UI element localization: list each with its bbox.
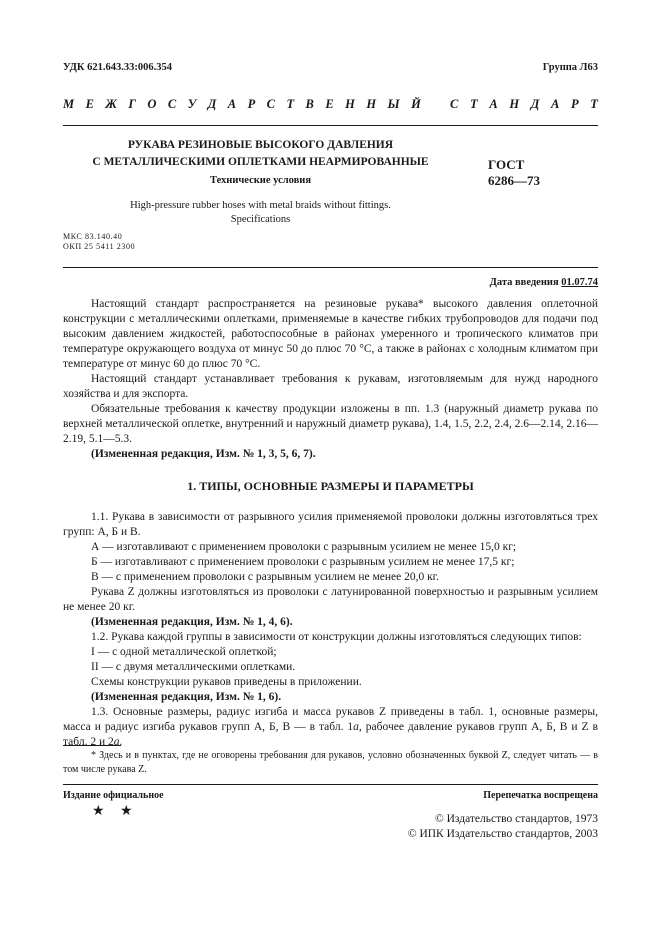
type-1-item: I — с одной металлической оплеткой; — [91, 646, 277, 658]
reprint-prohibited-label: Перепечатка воспрещена — [483, 790, 598, 801]
copyright-line-2: © ИПК Издательство стандартов, 2003 — [407, 828, 598, 840]
group-c-item: В — с применением проволоки с разрывным усилием не менее 20,0 кг. — [91, 571, 439, 583]
title-block-rule — [63, 267, 598, 268]
footnote-text: * Здесь и в пунктах, где не оговорены требования для рукавов, условно обозначенных буквой Z, следует читать — в том числе рукава Z. — [63, 750, 598, 775]
document-subtitle: Технические условия — [209, 175, 312, 186]
clause-1-3 — [63, 705, 598, 750]
english-title — [63, 199, 458, 227]
amendment-note: (Измененная редакция, Изм. № 1, 4, 6). — [91, 616, 293, 628]
clause-1-1: 1.1. Рукава в зависимости от разрывного усилия применяемой проволоки должны изготовляться трех групп: А, Б и В. — [63, 511, 598, 538]
interstate-standard-heading — [63, 97, 598, 112]
table-suffix: а — [353, 721, 359, 733]
title-line-1: РУКАВА РЕЗИНОВЫЕ ВЫСОКОГО ДАВЛЕНИЯ — [127, 139, 394, 151]
document-body — [63, 297, 598, 750]
footnote-rule — [63, 745, 121, 746]
introduction-date-label: Дата введения — [489, 277, 559, 288]
introduction-date — [490, 277, 598, 288]
title-line-2: С МЕТАЛЛИЧЕСКИМИ ОПЛЕТКАМИ НЕАРМИРОВАННЫЕ — [92, 156, 429, 168]
schemes-paragraph: Схемы конструкции рукавов приведены в приложении. — [91, 676, 362, 688]
introduction-date-value: 01.07.74 — [561, 277, 598, 288]
paragraph-mandatory: Обязательные требования к качеству продукции изложены в пп. 1.3 (наружный диаметр рукава по верхней металлической оплетке, внутренний и наружный диаметр рукава), 1.4, 1.5, 2.2, 2.4, 2.6—2.14, 2.16—2.19, 5.1—5.3. — [63, 403, 598, 445]
clause-1-3-text: 1.3. Основные размеры, радиус изгиба и масса рукавов Z приведены в табл. 1, основные размеры, масса и радиус изгиба рукавов групп А, Б, В — в табл. 1 — [63, 706, 598, 733]
copyright-line-1: © Издательство стандартов, 1973 — [434, 813, 598, 825]
header-rule — [63, 125, 598, 126]
copyright-block — [408, 812, 598, 842]
document-title — [63, 137, 458, 171]
footnote — [63, 749, 598, 777]
english-title-line-2: Specifications — [230, 214, 291, 225]
group-a-item: А — изготавливают с применением проволоки с разрывным усилием не менее 15,0 кг; — [91, 541, 517, 553]
clause-1-3-text: , рабочее давление рукавов групп А, Б, В и Z в табл. 2 и 2 — [63, 721, 598, 748]
gost-number: 6286—73 — [488, 173, 540, 188]
classification-codes — [63, 232, 135, 252]
okp-code: ОКП 25 5411 2300 — [63, 242, 136, 251]
hose-z-paragraph: Рукава Z должны изготовляться из проволоки с латунированной поверхностью и разрывным усилием не менее 20 кг. — [63, 586, 598, 613]
clause-1-2: 1.2. Рукава каждой группы в зависимости от конструкции должны изготовляться следующих типов: — [91, 631, 582, 643]
standard-word: С Т А Н Д А Р Т — [450, 97, 598, 111]
group-b-item: Б — изготавливают с применением проволоки с разрывным усилием не менее 17,5 кг; — [91, 556, 515, 568]
paragraph-scope: Настоящий стандарт распространяется на резиновые рукава* высокого давления оплеточной конструкции с металлическими оплетками, применяемые в качестве гибких трубопроводов для подачи под высоким давлением жидкостей, работоспособные в районах умеренного и тропического климатов при температуре окружающего воздуха от минус 50 до плюс 70 °С, а также в районах с холодным климатом при температуре от минус 60 до плюс 70 °С. — [63, 298, 598, 370]
gost-label: ГОСТ — [488, 157, 525, 172]
stars-mark: ★ ★ — [92, 804, 139, 819]
gost-designation — [488, 157, 540, 189]
udk-code: УДК 621.643.33:006.354 — [63, 62, 172, 73]
section-heading: 1. ТИПЫ, ОСНОВНЫЕ РАЗМЕРЫ И ПАРАМЕТРЫ — [187, 479, 474, 493]
mks-code: МКС 83.140.40 — [63, 232, 123, 241]
type-2-item: II — с двумя металлическими оплетками. — [91, 661, 296, 673]
footer-rule — [63, 784, 598, 785]
clause-1-3-end: . — [119, 736, 123, 748]
interstate-word: М Е Ж Г О С У Д А Р С Т В Е Н Н Ы Й — [63, 97, 421, 111]
table-suffix: а — [113, 736, 120, 748]
official-edition-label: Издание официальное — [63, 790, 164, 801]
group-code: Группа Л63 — [542, 62, 598, 73]
english-title-line-1: High-pressure rubber hoses with metal braids without fittings. — [130, 200, 391, 211]
paragraph-requirements: Настоящий стандарт устанавливает требования к рукавам, изготовляемым для нужд народного хозяйства и для экспорта. — [63, 373, 598, 400]
amendment-note: (Измененная редакция, Изм. № 1, 3, 5, 6, 7). — [91, 448, 316, 460]
amendment-note: (Измененная редакция, Изм. № 1, 6). — [91, 691, 282, 703]
